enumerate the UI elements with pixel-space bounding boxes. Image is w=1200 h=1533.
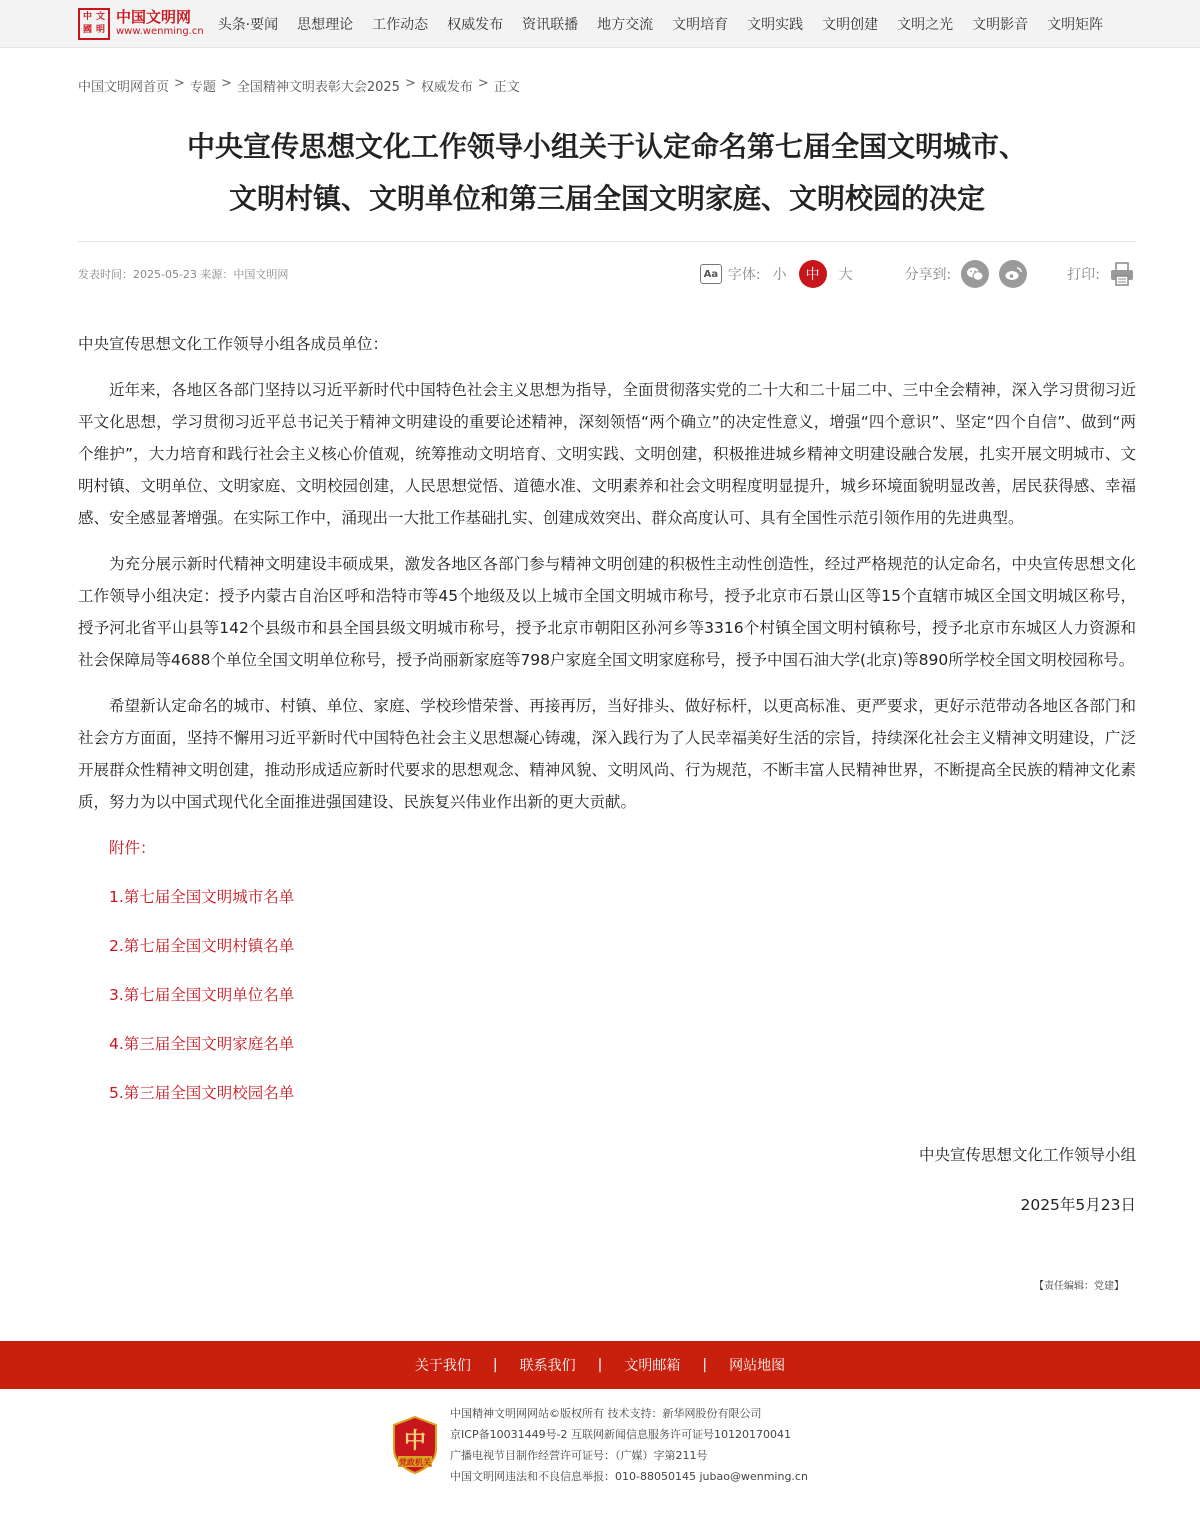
footer-info-line: 京ICP备10031449号-2 互联网新闻信息服务许可证号10120170041 xyxy=(450,1428,792,1441)
attachment-link-families[interactable]: 4.第三届全国文明家庭名单 xyxy=(109,1035,295,1053)
footer-copyright-info xyxy=(450,1403,808,1487)
article-paragraph: 希望新认定命名的城市、村镇、单位、家庭、学校珍惜荣誉、再接再厉，当好排头、做好标杆，以更高标准、更严要求，更好示范带动各地区各部门和社会方方面面，坚持不懈用习近平新时代中国特色社会主义思想凝心铸魂，深入践行为了人民幸福美好生活的宗旨，持续深化社会主义精神文明建设，广泛开展群众性精神文明创建，推动形成适应新时代要求的思想观念、精神风貌、文明风尚、行为规范，不断丰富人民精神世界，不断提高全民族的精神文化素质，努力为以中国式现代化全面推进强国建设、民族复兴伟业作出新的更大贡献。 xyxy=(78,697,1136,811)
weibo-share-icon[interactable] xyxy=(999,260,1027,288)
nav-item-cultivation[interactable]: 文明培育 xyxy=(672,16,729,33)
publish-info: 发表时间：2025-05-23 来源：中国文明网 xyxy=(78,268,289,281)
attachment-link-cities[interactable]: 1.第七届全国文明城市名单 xyxy=(109,888,295,906)
article-title xyxy=(78,121,1136,225)
article-body xyxy=(78,328,1136,1303)
footer-info-line: 中国精神文明网网站©版权所有 技术支持：新华网股份有限公司 xyxy=(450,1407,762,1420)
footer-separator: | xyxy=(702,1357,708,1373)
nav-item-news-feed[interactable]: 资讯联播 xyxy=(522,16,579,33)
nav-item-creation[interactable]: 文明创建 xyxy=(822,16,879,33)
font-size-large-button[interactable]: 大 xyxy=(838,267,853,283)
article-meta-bar xyxy=(78,242,1136,306)
breadcrumb-conference[interactable]: 全国精神文明表彰大会2025 xyxy=(236,80,400,95)
breadcrumb-current: 正文 xyxy=(493,80,520,95)
footer-separator: | xyxy=(492,1357,498,1373)
article-salutation: 中央宣传思想文化工作领导小组各成员单位： xyxy=(78,335,389,353)
footer-info-line: 广播电视节目制作经营许可证号：（广媒）字第211号 xyxy=(450,1449,708,1462)
logo-mark-icon xyxy=(78,8,110,40)
article-paragraph: 为充分展示新时代精神文明建设丰硕成果，激发各地区各部门参与精神文明创建的积极性主动性创造性，经过严格规范的认定命名，中央宣传思想文化工作领导小组决定：授予内蒙古自治区呼和浩特市等45个地级及以上城市全国文明城市称号，授予北京市石景山区等15个直辖市城区全国文明城区称号，授予河北省平山县等142个县级市和县全国县级文明城市称号，授予北京市朝阳区孙河乡等3316个村镇全国文明村镇称号，授予北京市东城区人力资源和社会保障局等4688个单位全国文明单位称号，授予尚丽新家庭等798户家庭全国文明家庭称号，授予中国石油大学(北京)等890所学校全国文明校园称号。 xyxy=(78,555,1136,669)
footer-link-mailbox[interactable]: 文明邮箱 xyxy=(624,1358,681,1374)
badge-label: 党政机关 xyxy=(399,1458,432,1467)
nav-item-matrix[interactable]: 文明矩阵 xyxy=(1047,16,1104,33)
breadcrumb-separator: > xyxy=(220,76,232,91)
logo-char: 國 xyxy=(82,24,92,35)
footer-info xyxy=(0,1389,1200,1501)
badge-char: 中 xyxy=(404,1428,427,1454)
footer-link-sitemap[interactable]: 网站地图 xyxy=(729,1358,786,1374)
wechat-share-icon[interactable] xyxy=(961,260,989,288)
article-title-line: 中央宣传思想文化工作领导小组关于认定命名第七届全国文明城市、 xyxy=(186,130,1027,163)
nav-item-official-release[interactable]: 权威发布 xyxy=(447,16,504,33)
breadcrumb xyxy=(78,76,1136,95)
logo-char: 文 xyxy=(95,11,105,22)
article-signature: 中央宣传思想文化工作领导小组 xyxy=(918,1146,1136,1164)
print-label: 打印: xyxy=(1067,267,1100,283)
attachments-heading: 附件： xyxy=(109,839,156,857)
logo-char: 明 xyxy=(95,24,105,35)
breadcrumb-separator: > xyxy=(174,76,185,91)
font-size-medium-button[interactable]: 中 xyxy=(799,260,827,288)
share-label: 分享到: xyxy=(904,267,952,283)
breadcrumb-topics[interactable]: 专题 xyxy=(189,80,216,95)
print-icon[interactable] xyxy=(1108,260,1136,288)
logo-char: 中 xyxy=(82,11,92,22)
article-title-line: 文明村镇、文明单位和第三届全国文明家庭、文明校园的决定 xyxy=(228,182,985,215)
breadcrumb-separator: > xyxy=(477,76,489,91)
breadcrumb-separator: > xyxy=(404,76,416,91)
responsible-editor: 【责任编辑：党建】 xyxy=(1034,1281,1124,1292)
top-nav xyxy=(0,0,1200,48)
footer-link-about[interactable]: 关于我们 xyxy=(414,1358,471,1374)
breadcrumb-official-release[interactable]: 权威发布 xyxy=(420,80,473,95)
government-badge-icon[interactable] xyxy=(392,1415,438,1475)
nav-item-work-news[interactable]: 工作动态 xyxy=(372,16,429,33)
attachment-link-units[interactable]: 3.第七届全国文明单位名单 xyxy=(109,986,295,1004)
logo-url: www.wenming.cn xyxy=(116,26,204,37)
nav-item-light[interactable]: 文明之光 xyxy=(897,16,954,33)
article-tools xyxy=(700,260,1136,288)
article-date: 2025年5月23日 xyxy=(1020,1196,1136,1214)
footer-link-contact[interactable]: 联系我们 xyxy=(519,1358,576,1374)
nav-item-theory[interactable]: 思想理论 xyxy=(297,16,354,33)
site-logo[interactable] xyxy=(78,8,204,40)
main-content xyxy=(78,76,1136,1303)
attachment-link-villages[interactable]: 2.第七届全国文明村镇名单 xyxy=(109,937,295,955)
nav-item-headlines[interactable]: 头条·要闻 xyxy=(217,16,279,33)
nav-menu xyxy=(218,14,1122,34)
breadcrumb-home[interactable]: 中国文明网首页 xyxy=(78,80,170,95)
font-size-small-button[interactable]: 小 xyxy=(772,267,787,283)
footer-separator: | xyxy=(597,1357,603,1373)
font-size-label: 字体: xyxy=(727,267,761,283)
font-size-icon: Aa xyxy=(700,264,722,284)
article-paragraph: 近年来，各地区各部门坚持以习近平新时代中国特色社会主义思想为指导，全面贯彻落实党的二十大和二十届二中、三中全会精神，深入学习贯彻习近平文化思想，学习贯彻习近平总书记关于精神文明建设的重要论述精神，深刻领悟“两个确立”的决定性意义，增强“四个意识”、坚定“四个自信”、做到“两个维护”，大力培育和践行社会主义核心价值观，统筹推动文明培育、文明实践、文明创建，积极推进城乡精神文明建设融合发展，扎实开展文明城市、文明村镇、文明单位、文明家庭、文明校园创建，人民思想觉悟、道德水准、文明素养和社会文明程度明显提升，城乡环境面貌明显改善，居民获得感、幸福感、安全感显著增强。在实际工作中，涌现出一大批工作基础扎实、创建成效突出、群众高度认可、具有全国性示范引领作用的先进典型。 xyxy=(78,381,1136,527)
nav-item-practice[interactable]: 文明实践 xyxy=(747,16,804,33)
logo-name: 中国文明网 xyxy=(116,8,192,26)
attachment-link-campuses[interactable]: 5.第三届全国文明校园名单 xyxy=(109,1084,295,1102)
nav-item-media[interactable]: 文明影音 xyxy=(972,16,1029,33)
footer-links-bar xyxy=(0,1341,1200,1389)
footer-info-line: 中国文明网违法和不良信息举报：010-88050145 jubao@wenming.cn xyxy=(450,1470,808,1483)
nav-item-local-exchange[interactable]: 地方交流 xyxy=(597,16,654,33)
